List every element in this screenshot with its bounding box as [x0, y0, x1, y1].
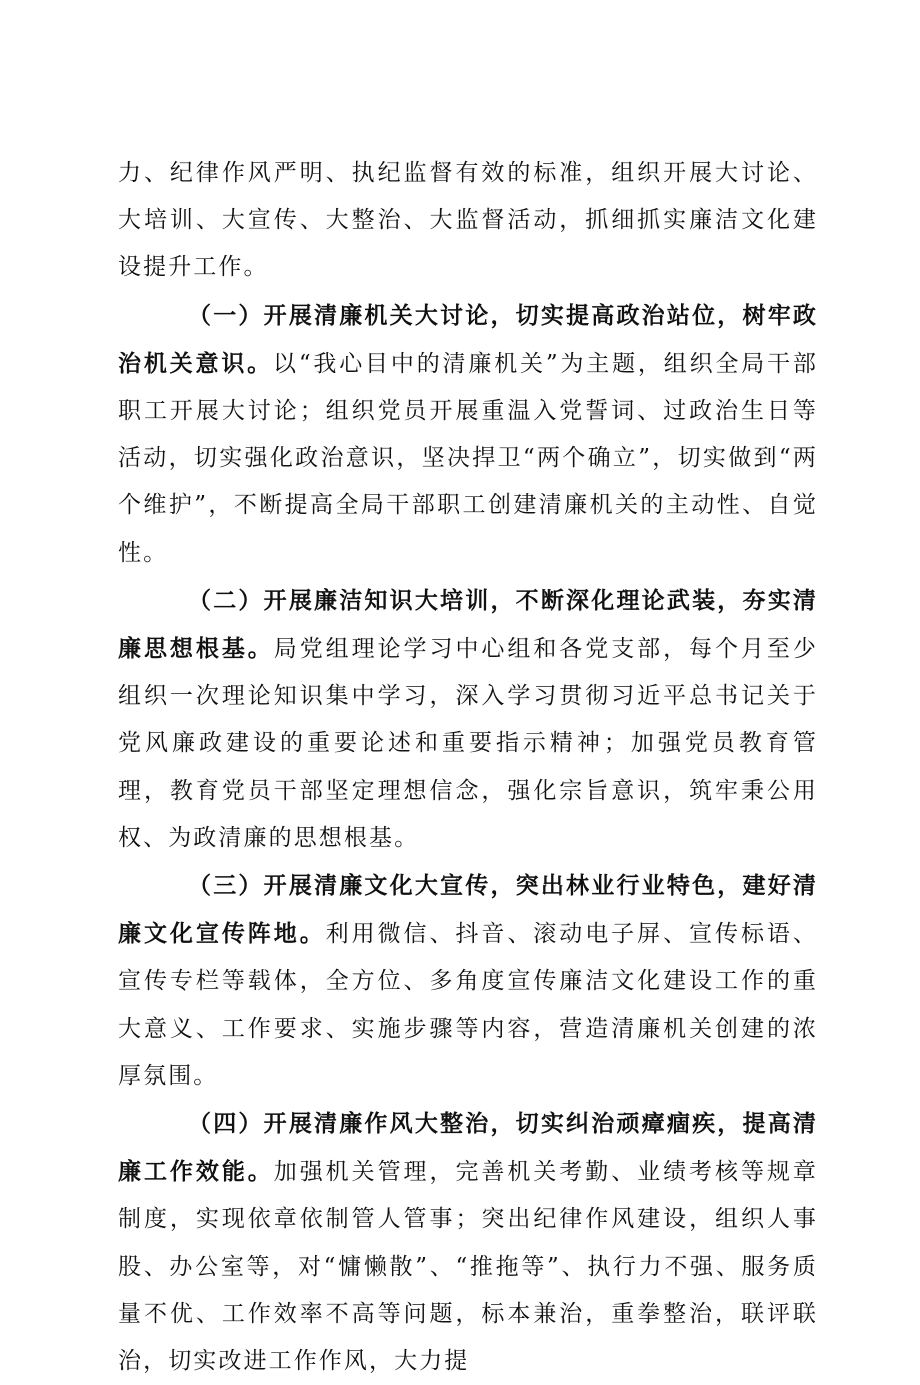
paragraph-text: 以“我心目中的清廉机关”为主题，组织全局干部职工开展大讨论；组织党员开展重温入党誓词、过政治生日等活动，切实强化政治意识，坚决捍卫“两个确立”，切实做到“两个维护”，不断提高全局干部职工创建清廉机关的主动性、自觉性。 [118, 350, 819, 566]
section-heading: （四）开展清廉作风大整治，切实纠治顽瘴痼疾，提高清廉工作效能。 [118, 1110, 818, 1186]
paragraph-section-1 [118, 292, 818, 577]
paragraph-text: 利用微信、抖音、滚动电子屏、宣传标语、宣传专栏等载体，全方位、多角度宣传廉洁文化建设工作的重大意义、工作要求、实施步骤等内容，营造清廉机关创建的浓厚氛围。 [118, 921, 818, 1089]
paragraph-continuation [118, 150, 818, 292]
section-heading: （二）开展廉洁知识大培训，不断深化理论武装，夯实清廉思想根基。 [118, 586, 818, 663]
paragraph-section-3 [118, 862, 818, 1100]
paragraph-text: 局党组理论学习中心组和各党支部，每个月至少组织一次理论知识集中学习，深入学习贯彻习近平总书记关于党风廉政建设的重要论述和重要指示精神；加强党员教育管理，教育党员干部坚定理想信念，强化宗旨意识，筑牢秉公用权、为政清廉的思想根基。 [118, 636, 818, 851]
document-body [118, 150, 818, 1385]
paragraph-section-2 [118, 577, 818, 862]
section-heading: （一）开展清廉机关大讨论，切实提高政治站位，树牢政治机关意识。 [118, 301, 818, 377]
paragraph-section-4 [118, 1100, 818, 1385]
paragraph-text: 力、纪律作风严明、执纪监督有效的标准，组织开展大讨论、大培训、大宣传、大整治、大监督活动，抓细抓实廉洁文化建设提升工作。 [118, 160, 818, 281]
paragraph-text: 加强机关管理，完善机关考勤、业绩考核等规章制度，实现依章依制管人管事；突出纪律作风建设，组织人事股、办公室等，对“慵懒散”、“推拖等”、执行力不强、服务质量不优、工作效率不高等问题，标本兼治，重拳整治，联评联治，切实改进工作作风，大力提 [118, 1159, 818, 1375]
section-heading: （三）开展清廉文化大宣传，突出林业行业特色，建好清廉文化宣传阵地。 [118, 872, 818, 948]
